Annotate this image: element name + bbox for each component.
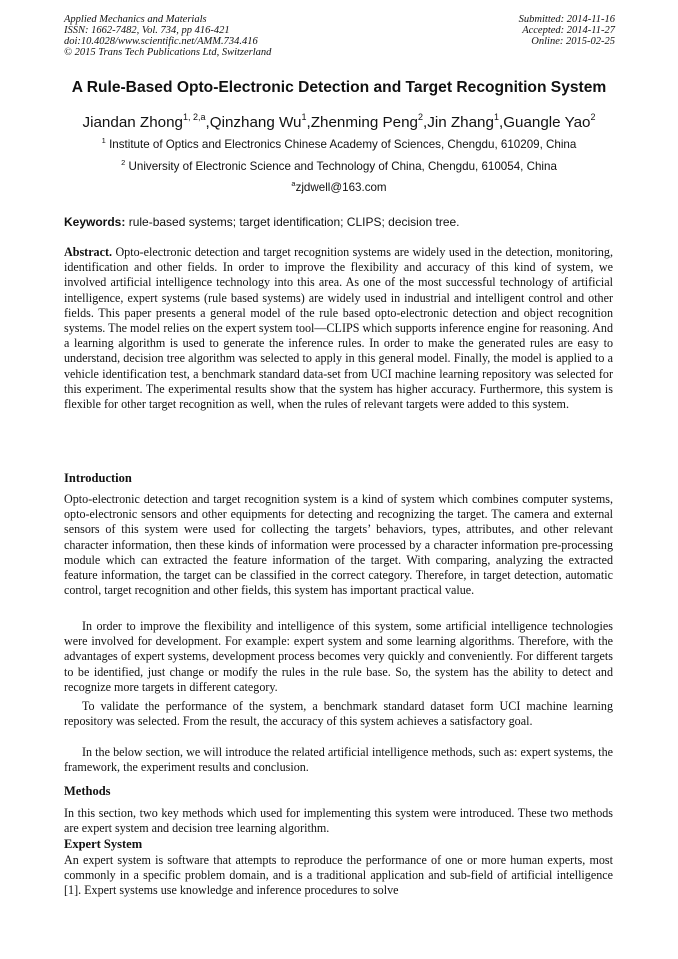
keywords-text: rule-based systems; target identification; CLIPS; decision tree.: [125, 215, 460, 229]
author-email: [0, 181, 678, 194]
email-mark: a: [291, 179, 296, 188]
author-affiliation-mark: 1: [301, 112, 307, 122]
affiliation-text: Institute of Optics and Electronics Chinese Academy of Sciences, Chengdu, 610209, China: [109, 138, 577, 151]
submitted-date: Submitted: 2014-11-16: [518, 14, 615, 25]
affiliation-mark: 1: [101, 136, 106, 145]
doi-line: doi:10.4028/www.scientific.net/AMM.734.416: [64, 36, 258, 47]
section-heading-introduction: Introduction: [64, 471, 132, 485]
intro-paragraph-2: In order to improve the flexibility and intelligence of this system, some artificial intelligence technologies were involved for development. For example: expert system and some learning algorithms. Therefore, with the advantages of expert systems, development process becomes very quickly and conveniently. For different targets to be identified, just change or modify the rules in the rule base. So, the system has the ability to detect and recognize more targets in different category.: [64, 619, 613, 694]
author-list: Jiandan Zhong$^{1, 2,a}$,Qinzhang Wu$^1$,Zhenming Peng$^2$,Jin Zhang$^1$,Guangle Yao$^2$: [82, 112, 596, 131]
author-affiliation-mark: 1, 2,a: [183, 112, 206, 122]
keywords-line: [64, 215, 460, 229]
email-text: zjdwell@163.com: [295, 181, 387, 194]
accepted-date: Accepted: 2014-11-27: [522, 25, 615, 36]
intro-paragraph-3: To validate the performance of the system, a benchmark standard dataset form UCI machine learning repository was selected. From the result, the accuracy of this system achieves a satisfactory goal.: [64, 699, 613, 729]
section-heading-methods: Methods: [64, 784, 111, 798]
abstract-label: Abstract.: [64, 245, 113, 259]
subsection-heading-expert-system: Expert System: [64, 837, 143, 851]
author-affiliation-mark: 2: [418, 112, 424, 122]
journal-info: [64, 14, 271, 58]
affiliation-1: [0, 138, 678, 151]
affiliation-text: University of Electronic Science and Technology of China, Chengdu, 610054, China: [128, 160, 557, 173]
keywords-label: Keywords:: [64, 215, 126, 229]
affiliation-mark: 2: [121, 158, 126, 167]
author-name: Qinzhang Wu: [209, 114, 302, 131]
affiliation-2: [0, 160, 678, 173]
expert-system-paragraph: An expert system is software that attempts to reproduce the performance of one or more human experts, most commonly in a specific problem domain, and is a traditional application and sub-field of artificial intelligence [1]. Expert systems use knowledge and inference procedures to solve: [64, 853, 613, 898]
intro-paragraph-4: In the below section, we will introduce the related artificial intelligence methods, such as: expert systems, the framework, the experiment results and conclusion.: [64, 745, 613, 775]
copyright-line: © 2015 Trans Tech Publications Ltd, Switzerland: [64, 47, 272, 58]
abstract-text: Opto-electronic detection and target recognition systems are widely used in the detection, monitoring, identification and other fields. In order to improve the flexibility and accuracy of this kind of system, we involved artificial intelligence technology into this area. As one of the most successful technology of artificial intelligence, expert systems (rule based systems) are widely used in industrial and intelligent control and other fields. This paper presents a general model of the rule based opto-electronic detection and object recognition systems. The model relies on the expert system tool—CLIPS which supports inference engine for reasoning. And a learning algorithm is used to generate the inference rules. In order to make the generated rules are easy to understand, decision tree algorithm was selected to apply in this general model. Finally, the model is applied to a vehicle identification test, a benchmark standard data-set from UCI machine learning repository was selected for this experiment. The experimental results show that the system has higher accuracy. Furthermore, this system is flexible for other target recognition as well, when the rules of relevant targets were added to this system.: [64, 245, 613, 412]
abstract-paragraph: [64, 245, 613, 412]
author-affiliation-mark: 1: [493, 112, 499, 122]
author-name: Guangle Yao: [503, 114, 591, 131]
intro-paragraph-1: Opto-electronic detection and target recognition system is a kind of system which combines computer systems, opto-electronic sensors and other equipments for detecting and recognizing the target. The camera and external sensors of this system were used for collecting the targets’ behaviors, types, attributes, and other relevant character information, then these kinds of information were processed by a character information pre-processing module which can extracted the feature information of the target. With comparing, analyzing the extracted feature information, the target can be classified in the correct category. Therefore, in target detection, automatic control, target recognition and other fields, this system has important practical value.: [64, 492, 613, 598]
author-name: Zhenming Peng: [310, 114, 418, 131]
publication-dates: [519, 14, 615, 47]
paper-title: A Rule-Based Opto-Electronic Detection and Target Recognition System: [71, 79, 607, 96]
issn-line: ISSN: 1662-7482, Vol. 734, pp 416-421: [64, 25, 230, 36]
methods-paragraph: In this section, two key methods which used for implementing this system were introduced. These two methods are expert system and decision tree learning algorithm.: [64, 806, 613, 836]
author-affiliation-mark: 2: [590, 112, 596, 122]
journal-name: Applied Mechanics and Materials: [64, 14, 207, 25]
author-name: Jin Zhang: [427, 114, 494, 131]
author-name: Jiandan Zhong: [82, 114, 183, 131]
online-date: Online: 2015-02-25: [531, 36, 615, 47]
